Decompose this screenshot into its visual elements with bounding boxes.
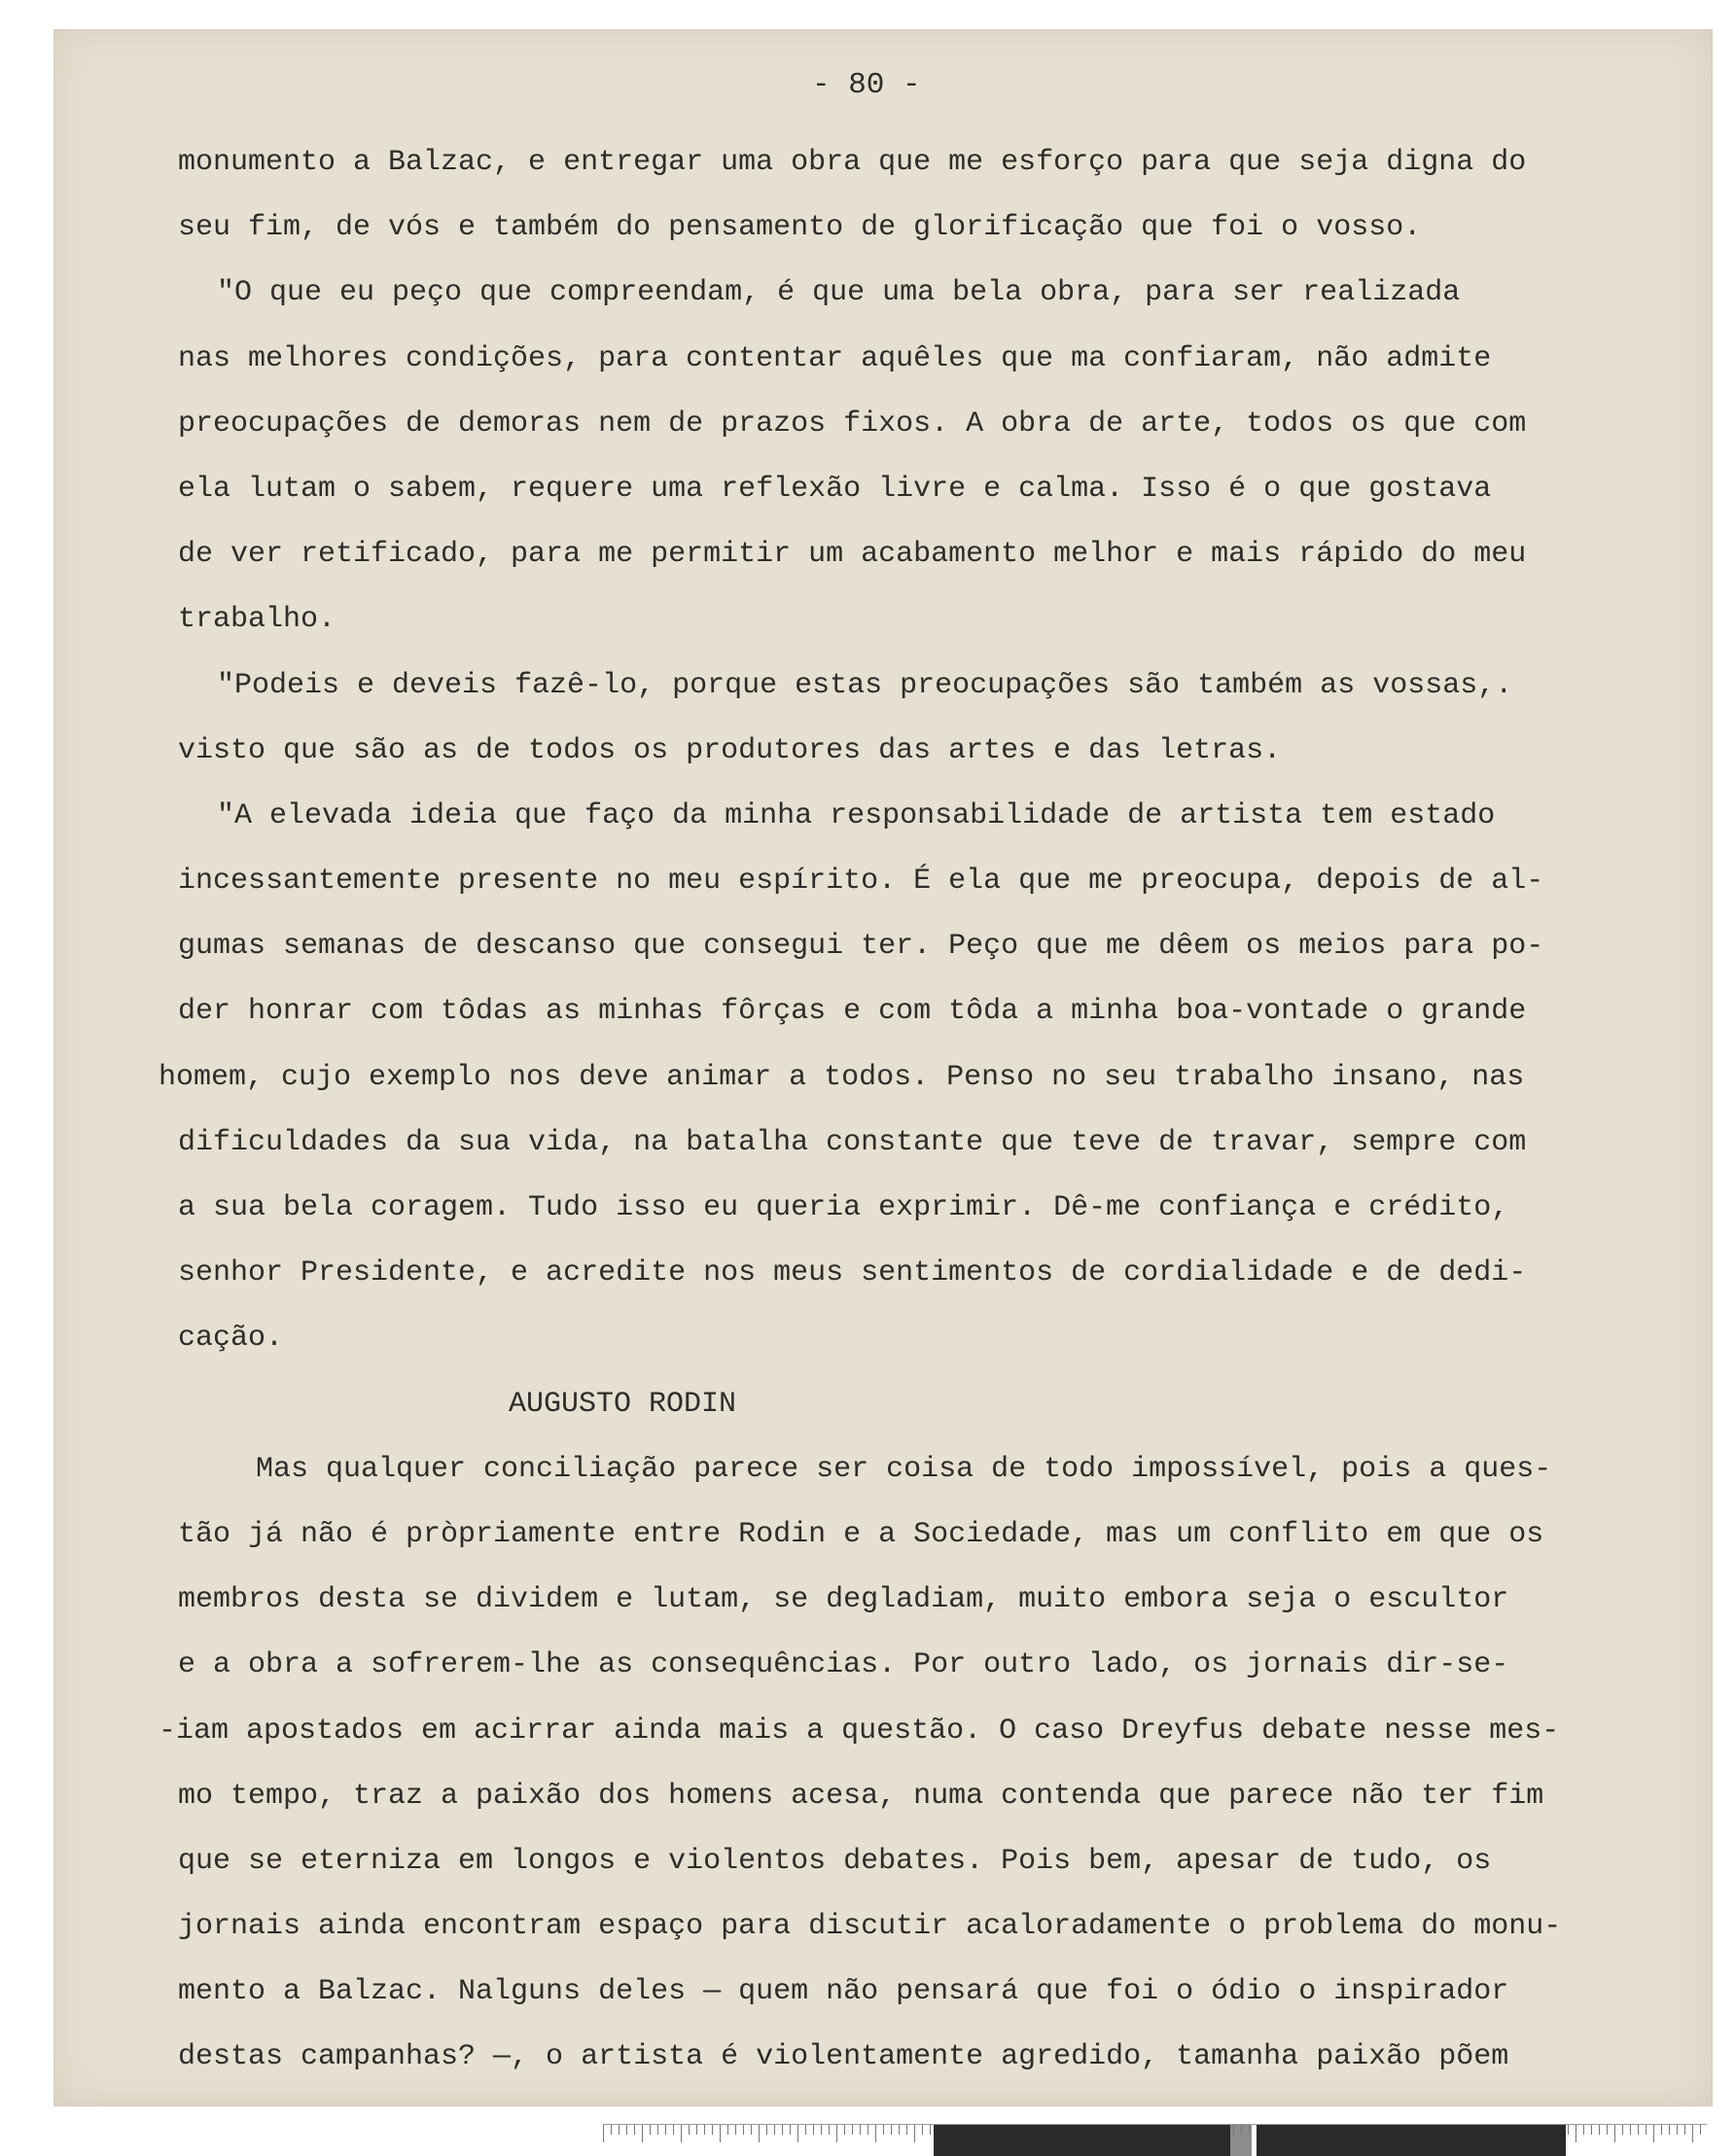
text-line: monumento a Balzac, e entregar uma obra que me esforço para que seja digna do: [178, 146, 1527, 179]
ruler-tick: [782, 2125, 783, 2135]
text-line: de ver retificado, para me permitir um acabamento melhor e mais rápido do meu: [178, 538, 1527, 572]
ruler-tick: [844, 2125, 845, 2135]
ruler-tick: [689, 2125, 690, 2135]
ruler-tick: [1653, 2125, 1654, 2142]
text-line: "O que eu peço que compreendam, é que uma bela obra, para ser realizada: [217, 276, 1461, 310]
ruler-tick: [813, 2125, 814, 2135]
ruler-tick: [906, 2125, 907, 2135]
ruler-tick: [712, 2125, 713, 2135]
ruler-tick: [790, 2125, 791, 2135]
ruler-tick: [759, 2125, 760, 2142]
text-line: jornais ainda encontram espaço para discutir acaloradamente o problema do monu-: [178, 1910, 1562, 1944]
ruler-tick: [704, 2125, 705, 2135]
ruler-tick: [891, 2125, 892, 2135]
ruler-tick: [1568, 2125, 1569, 2135]
text-line: cação.: [178, 1322, 284, 1356]
ruler-tick: [1669, 2125, 1670, 2135]
ruler-tick: [657, 2125, 658, 2135]
text-line: membros desta se dividem e lutam, se degladiam, muito embora seja o escultor: [178, 1583, 1509, 1617]
ruler-tick: [1630, 2125, 1631, 2135]
ruler-tick: [727, 2125, 728, 2135]
ruler-black-band: [934, 2125, 1230, 2156]
ruler-tick: [797, 2125, 798, 2142]
ruler-tick: [1583, 2125, 1584, 2135]
text-line: que se eterniza em longos e violentos debates. Pois bem, apesar de tudo, os: [178, 1844, 1492, 1878]
ruler-tick: [1249, 2125, 1250, 2135]
text-line: AUGUSTO RODIN: [509, 1387, 737, 1421]
ruler-tick: [642, 2125, 643, 2142]
ruler-tick: [930, 2125, 931, 2135]
ruler-tick: [735, 2125, 736, 2135]
text-line: ela lutam o sabem, requere uma reflexão livre e calma. Isso é o que gostava: [178, 472, 1492, 506]
text-line: "A elevada ideia que faço da minha responsabilidade de artista tem estado: [217, 798, 1496, 832]
ruler-tick: [914, 2125, 915, 2142]
ruler-tick: [696, 2125, 697, 2135]
text-line: homem, cujo exemplo nos deve animar a todos. Penso no seu trabalho insano, nas: [159, 1060, 1525, 1094]
ruler-tick: [1684, 2125, 1685, 2135]
ruler-tick: [673, 2125, 674, 2135]
text-line: visto que são as de todos os produtores das artes e das letras.: [178, 733, 1282, 767]
ruler-tick: [922, 2125, 923, 2135]
ruler-tick: [821, 2125, 822, 2135]
text-line: trabalho.: [178, 603, 336, 637]
ruler-tick: [611, 2125, 612, 2135]
text-line: mo tempo, traz a paixão dos homens acesa, numa contenda que parece não ter fim: [178, 1779, 1544, 1813]
ruler-tick: [1692, 2125, 1693, 2142]
ruler-black-band-2: [1257, 2125, 1566, 2156]
ruler-tick: [899, 2125, 900, 2135]
ruler-tick: [1622, 2125, 1623, 2135]
text-line: "Podeis e deveis fazê-lo, porque estas preocupações são também as vossas,.: [217, 668, 1513, 702]
text-line: -iam apostados em acirrar ainda mais a questão. O caso Dreyfus debate nesse mes-: [159, 1714, 1560, 1748]
ruler-tick: [852, 2125, 853, 2135]
text-line: mento a Balzac. Nalguns deles — quem não pensará que foi o ódio o inspirador: [178, 1975, 1509, 2009]
ruler-tick: [774, 2125, 775, 2135]
page-body-text: [159, 130, 1562, 2091]
text-line: senhor Presidente, e acredite nos meus sentimentos de cordialidade e de dedi-: [178, 1256, 1527, 1290]
page-number: - 80 -: [812, 68, 921, 102]
text-line: nas melhores condições, para contentar aquêles que ma confiaram, não admite: [178, 341, 1492, 375]
ruler-tick: [766, 2125, 767, 2135]
ruler-tick: [829, 2125, 830, 2135]
scale-ruler: [603, 2124, 1707, 2156]
ruler-tick: [875, 2125, 876, 2142]
ruler-tick: [665, 2125, 666, 2135]
ruler-tick: [805, 2125, 806, 2135]
text-line: destas campanhas? —, o artista é violentamente agredido, tamanha paixão põem: [178, 2040, 1509, 2074]
text-line: preocupações de demoras nem de prazos fixos. A obra de arte, todos os que com: [178, 406, 1527, 441]
ruler-tick: [751, 2125, 752, 2135]
text-line: tão já não é pròpriamente entre Rodin e a Sociedade, mas um conflito em que os: [178, 1517, 1544, 1551]
ruler-tick: [860, 2125, 861, 2135]
ruler-tick: [1591, 2125, 1592, 2135]
ruler-tick: [603, 2125, 604, 2142]
ruler-tick: [836, 2125, 837, 2142]
text-line: dificuldades da sua vida, na batalha constante que teve de travar, sempre com: [178, 1125, 1527, 1159]
ruler-tick: [720, 2125, 721, 2142]
text-line: der honrar com tôdas as minhas fôrças e com tôda a minha boa-vontade o grande: [178, 995, 1527, 1029]
ruler-tick: [1638, 2125, 1639, 2135]
ruler-tick: [650, 2125, 651, 2135]
text-line: e a obra a sofrerem-lhe as consequências. Por outro lado, os jornais dir-se-: [178, 1648, 1509, 1682]
text-line: a sua bela coragem. Tudo isso eu queria exprimir. Dê-me confiança e crédito,: [178, 1191, 1509, 1224]
text-line: Mas qualquer conciliação parece ser coisa de todo impossível, pois a ques-: [256, 1452, 1552, 1486]
ruler-tick: [1677, 2125, 1678, 2135]
ruler-tick: [1607, 2125, 1608, 2135]
ruler-tick: [634, 2125, 635, 2135]
ruler-tick: [1599, 2125, 1600, 2135]
text-line: seu fim, de vós e também do pensamento de glorificação que foi o vosso.: [178, 211, 1422, 245]
ruler-tick: [1700, 2125, 1701, 2135]
text-line: incessantemente presente no meu espírito. É ela que me preocupa, depois de al-: [178, 865, 1544, 899]
ruler-tick: [743, 2125, 744, 2135]
ruler-tick: [1233, 2125, 1234, 2135]
ruler-tick: [883, 2125, 884, 2135]
ruler-tick: [626, 2125, 627, 2135]
ruler-tick: [1614, 2125, 1615, 2142]
ruler-tick: [619, 2125, 620, 2135]
text-line: gumas semanas de descanso que consegui ter. Peço que me dêem os meios para po-: [178, 930, 1544, 964]
ruler-tick: [681, 2125, 682, 2142]
ruler-tick: [1241, 2125, 1242, 2135]
ruler-tick: [1661, 2125, 1662, 2135]
